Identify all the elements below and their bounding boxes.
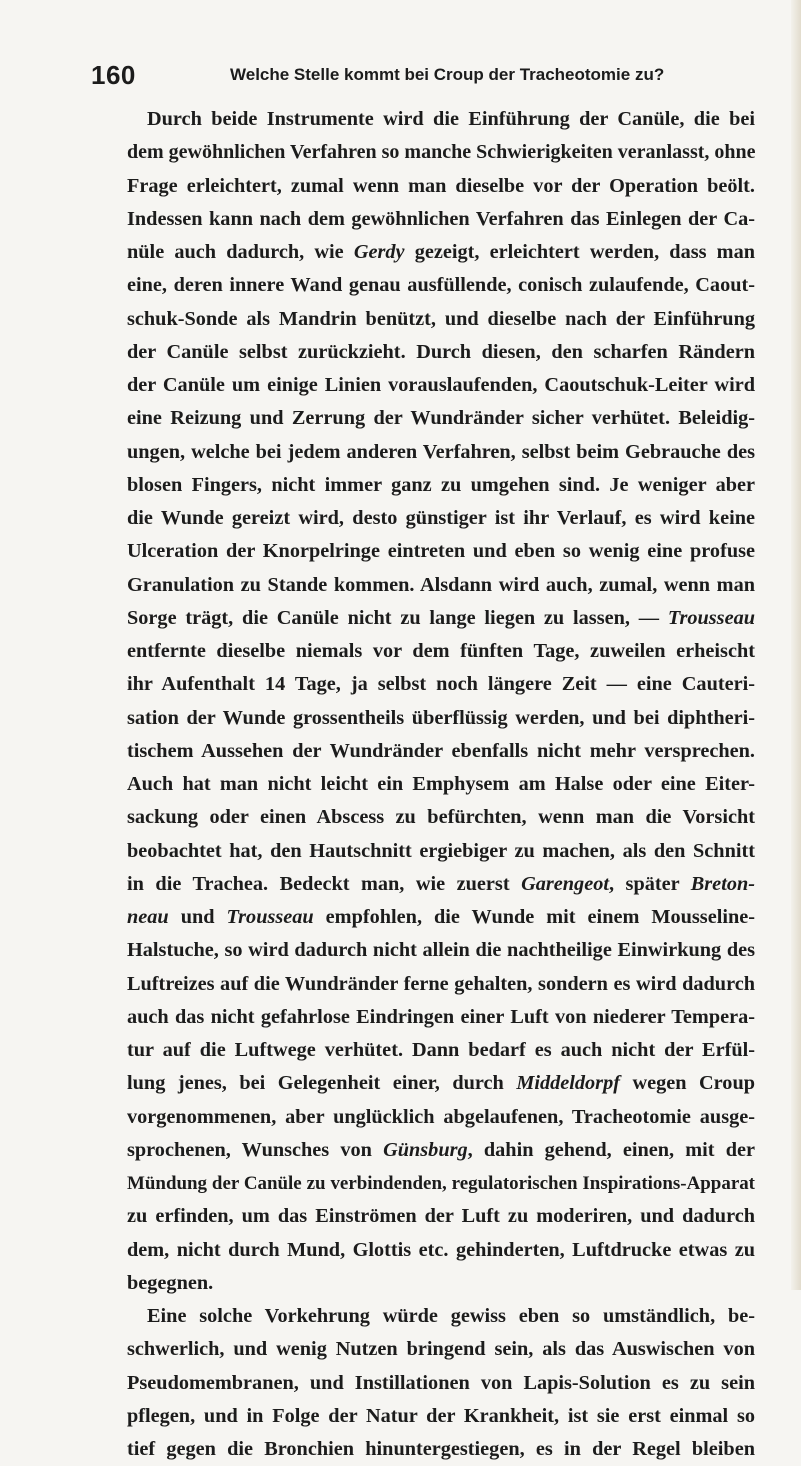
text-line [147,103,755,136]
text-line [127,968,755,1001]
text-line [127,569,755,602]
text-segment: nüle auch dadurch, wie [127,241,354,263]
text-line [127,369,755,402]
text-segment: dem gewöhnlichen Verfahren so manche Schwierigkeiten veranlasst, ohne [127,141,756,164]
text-line [127,1367,755,1400]
text-segment: , dahin gehend, einen, mit der [467,1138,755,1161]
text-line [127,1101,755,1134]
text-line [127,668,755,701]
text-segment: Ulceration der Knorpelringe eintreten und eben so wenig eine profuse [127,540,755,563]
text-segment: sackung oder einen Abscess zu befürchten, wenn man die Vorsicht [127,806,755,829]
text-segment: Pseudomembranen, und Instillationen von Lapis-Solution es zu sein [127,1371,755,1394]
text-segment: ungen, welche bei jedem anderen Verfahren, selbst beim Gebrauche des [127,440,755,463]
italic-name: Trousseau [226,906,314,928]
text-line [127,1400,755,1433]
text-line [127,735,755,768]
text-line [127,702,755,735]
page-header [91,58,665,92]
text-line [127,136,755,169]
text-line [127,236,755,269]
text-line [127,469,755,502]
text-line [127,1433,755,1466]
text-segment: Auch hat man nicht leicht ein Emphysem am Halse oder eine Eiter- [127,773,755,795]
text-segment: tischem Aussehen der Wundränder ebenfalls nicht mehr versprechen. [127,739,755,762]
text-segment: schwerlich, und wenig Nutzen bringend sein, als das Auswischen von [127,1338,755,1361]
text-segment: schuk-Sonde als Mandrin benützt, und dieselbe nach der Einführung [127,307,755,330]
text-line [127,901,755,934]
italic-name: Trousseau [667,606,755,629]
text-segment: sation der Wunde grossentheils überflüssig werden, und bei diphtheri- [127,706,755,729]
text-line [127,1333,755,1366]
text-line [127,203,755,236]
text-segment: Frage erleichtert, zumal wenn man dieselbe vor der Operation beölt. [127,174,755,197]
text-segment: der Canüle selbst zurückzieht. Durch diesen, den scharfen Rändern [127,340,755,363]
text-line [127,1034,755,1067]
text-segment: Mündung der Canüle zu verbindenden, regulatorischen Inspirations-Apparat [127,1173,755,1194]
text-segment: wegen Croup [619,1072,756,1095]
text-line [127,1234,755,1267]
text-segment: entfernte dieselbe niemals vor dem fünften Tage, zuweilen erheischt [127,640,755,662]
text-segment: die Wunde gereizt wird, desto günstiger ist ihr Verlauf, es wird keine [127,507,755,529]
text-line [127,1267,755,1300]
text-line [127,768,755,801]
text-segment: tief gegen die Bronchien hinuntergestiegen, es in der Regel bleiben [127,1438,755,1460]
text-segment: tur auf die Luftwege verhütet. Dann bedarf es auch nicht der Erfül- [127,1039,755,1061]
text-line [127,269,755,302]
text-line [147,1300,755,1333]
text-line [127,835,755,868]
text-line [127,868,755,901]
text-line [127,1067,755,1100]
italic-name: Middeldorpf [516,1072,620,1095]
text-segment: eine, deren innere Wand genau ausfüllende, conisch zulaufende, Caout- [127,274,755,297]
text-segment: empfohlen, die Wunde mit einem Mousseline- [313,906,756,928]
text-line [127,1134,755,1167]
text-segment: Sorge trägt, die Canüle nicht zu lange liegen zu lassen, — [127,606,668,629]
text-line [127,336,755,369]
text-segment: vorgenommenen, aber unglücklich abgelaufenen, Tracheotomie ausge- [127,1105,755,1128]
text-line [127,502,755,535]
text-line [127,402,755,435]
text-line [127,635,755,668]
text-segment: , später [608,872,691,895]
text-segment: Halstuche, so wird dadurch nicht allein die nachtheilige Einwirkung des [127,939,755,962]
text-line [127,535,755,568]
italic-name: neau [127,906,169,928]
italic-name: Garengeot [521,872,609,895]
text-line [127,602,755,635]
text-line [127,934,755,967]
text-line [127,170,755,203]
text-segment: sprochenen, Wunsches von [127,1138,384,1161]
text-segment: eine Reizung und Zerrung der Wundränder sicher verhütet. Beleidig- [127,407,755,430]
text-line [127,1200,755,1233]
text-segment: in die Trachea. Bedeckt man, wie zuerst [127,872,522,895]
running-title: Welche Stelle kommt bei Croup der Tracheotomie zu? [230,65,665,84]
italic-name: Gerdy [353,241,405,263]
page-number: 160 [91,60,136,90]
text-segment: zu erfinden, um das Einströmen der Luft zu moderiren, und dadurch [127,1205,755,1228]
text-line [127,801,755,834]
body-text [127,103,755,1466]
text-line [127,1001,755,1034]
text-segment: ihr Aufenthalt 14 Tage, ja selbst noch längere Zeit — eine Cauteri- [127,673,755,696]
text-segment: gezeigt, erleichtert werden, dass man [404,241,756,263]
text-segment: der Canüle um einige Linien vorauslaufenden, Caoutschuk-Leiter wird [127,374,755,396]
text-segment: und [168,906,227,928]
text-segment: auch das nicht gefahrlose Eindringen einer Luft von niederer Tempera- [127,1005,755,1028]
text-segment: beobachtet hat, den Hautschnitt ergiebiger zu machen, als den Schnitt [127,839,755,862]
text-segment: Granulation zu Stande kommen. Alsdann wird auch, zumal, wenn man [127,573,755,596]
text-segment: Eine solche Vorkehrung würde gewiss eben so umständlich, be- [147,1305,755,1327]
text-line [127,1167,755,1200]
text-segment: Luftreizes auf die Wundränder ferne gehalten, sondern es wird dadurch [127,972,755,995]
text-segment: Durch beide Instrumente wird die Einführung der Canüle, die bei [147,108,755,130]
text-segment: dem, nicht durch Mund, Glottis etc. gehinderten, Luftdrucke etwas zu [127,1238,755,1261]
text-line [127,303,755,336]
text-segment: begegnen. [127,1271,214,1294]
text-segment: Indessen kann nach dem gewöhnlichen Verfahren das Einlegen der Ca- [127,207,755,230]
text-segment: blosen Fingers, nicht immer ganz zu umgehen sind. Je weniger aber [127,473,755,496]
text-line [127,436,755,469]
italic-name: Breton- [690,872,755,895]
text-segment: pflegen, und in Folge der Natur der Krankheit, ist sie erst einmal so [127,1404,755,1427]
text-segment: lung jenes, bei Gelegenheit einer, durch [127,1072,517,1095]
italic-name: Günsburg [383,1138,468,1161]
page-edge [791,0,801,1290]
